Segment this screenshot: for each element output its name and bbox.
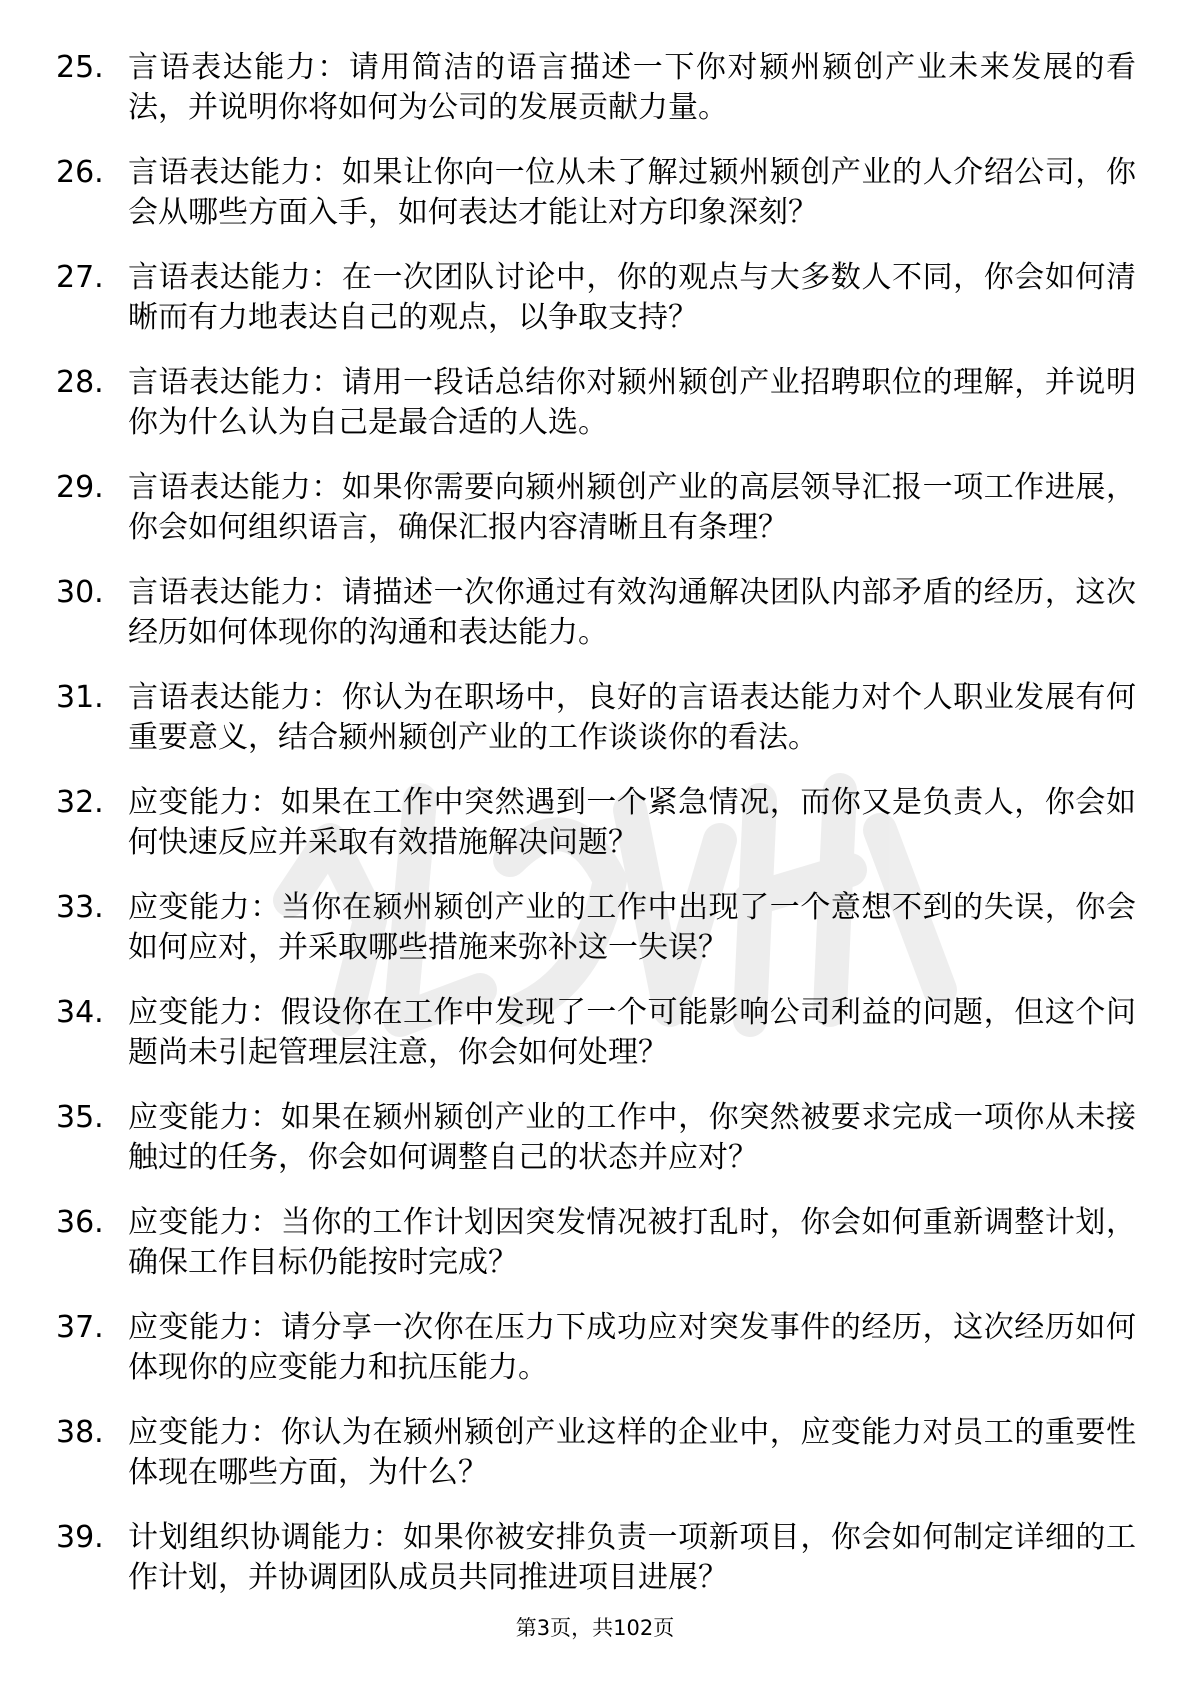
question-item [56, 1518, 1136, 1598]
question-item [56, 363, 1136, 443]
question-item [56, 153, 1136, 233]
question-number: 38. [56, 1415, 104, 1450]
question-text: 应变能力：如果在工作中突然遇到一个紧急情况，而你又是负责人，你会如何快速反应并采取有效措施解决问题？ [128, 785, 1136, 860]
question-number: 29. [56, 470, 104, 505]
page-number-label: 第3页，共102页 [515, 1616, 675, 1640]
question-text: 言语表达能力：请用一段话总结你对颍州颍创产业招聘职位的理解，并说明你为什么认为自己是最合适的人选。 [128, 365, 1136, 440]
question-text: 言语表达能力：请用简洁的语言描述一下你对颍州颍创产业未来发展的看法，并说明你将如何为公司的发展贡献力量。 [128, 50, 1136, 125]
question-text: 言语表达能力：请描述一次你通过有效沟通解决团队内部矛盾的经历，这次经历如何体现你的沟通和表达能力。 [128, 575, 1136, 650]
question-text: 言语表达能力：如果你需要向颍州颍创产业的高层领导汇报一项工作进展，你会如何组织语言，确保汇报内容清晰且有条理？ [128, 470, 1136, 545]
question-text: 计划组织协调能力：如果你被安排负责一项新项目，你会如何制定详细的工作计划，并协调团队成员共同推进项目进展？ [128, 1520, 1136, 1595]
question-item [56, 48, 1136, 128]
question-item [56, 1098, 1136, 1178]
question-number: 31. [56, 680, 104, 715]
question-text: 应变能力：你认为在颍州颍创产业这样的企业中，应变能力对员工的重要性体现在哪些方面，为什么？ [128, 1415, 1136, 1490]
question-number: 28. [56, 365, 104, 400]
question-text: 应变能力：如果在颍州颍创产业的工作中，你突然被要求完成一项你从未接触过的任务，你会如何调整自己的状态并应对？ [128, 1100, 1136, 1175]
question-item [56, 993, 1136, 1073]
question-item [56, 678, 1136, 758]
question-item [56, 1413, 1136, 1493]
question-number: 35. [56, 1100, 104, 1135]
question-text: 言语表达能力：在一次团队讨论中，你的观点与大多数人不同，你会如何清晰而有力地表达自己的观点，以争取支持？ [128, 260, 1136, 335]
question-number: 26. [56, 155, 104, 190]
question-text: 应变能力：请分享一次你在压力下成功应对突发事件的经历，这次经历如何体现你的应变能力和抗压能力。 [128, 1310, 1136, 1385]
question-number: 33. [56, 890, 104, 925]
question-number: 34. [56, 995, 104, 1030]
question-text: 应变能力：当你在颍州颍创产业的工作中出现了一个意想不到的失误，你会如何应对，并采取哪些措施来弥补这一失误？ [128, 890, 1136, 965]
question-text: 应变能力：当你的工作计划因突发情况被打乱时，你会如何重新调整计划，确保工作目标仍能按时完成？ [128, 1205, 1136, 1280]
question-number: 25. [56, 50, 104, 85]
question-item [56, 573, 1136, 653]
question-number: 39. [56, 1520, 104, 1555]
question-text: 应变能力：假设你在工作中发现了一个可能影响公司利益的问题，但这个问题尚未引起管理层注意，你会如何处理？ [128, 995, 1136, 1070]
question-item [56, 258, 1136, 338]
question-number: 36. [56, 1205, 104, 1240]
question-number: 30. [56, 575, 104, 610]
question-item [56, 1203, 1136, 1283]
question-list [56, 48, 1136, 1623]
question-item [56, 468, 1136, 548]
question-number: 32. [56, 785, 104, 820]
question-number: 27. [56, 260, 104, 295]
page-footer [0, 1614, 1190, 1642]
question-item [56, 1308, 1136, 1388]
question-number: 37. [56, 1310, 104, 1345]
question-text: 言语表达能力：你认为在职场中，良好的言语表达能力对个人职业发展有何重要意义，结合颍州颍创产业的工作谈谈你的看法。 [128, 680, 1136, 755]
question-text: 言语表达能力：如果让你向一位从未了解过颍州颍创产业的人介绍公司，你会从哪些方面入手，如何表达才能让对方印象深刻？ [128, 155, 1136, 230]
question-item [56, 783, 1136, 863]
question-item [56, 888, 1136, 968]
